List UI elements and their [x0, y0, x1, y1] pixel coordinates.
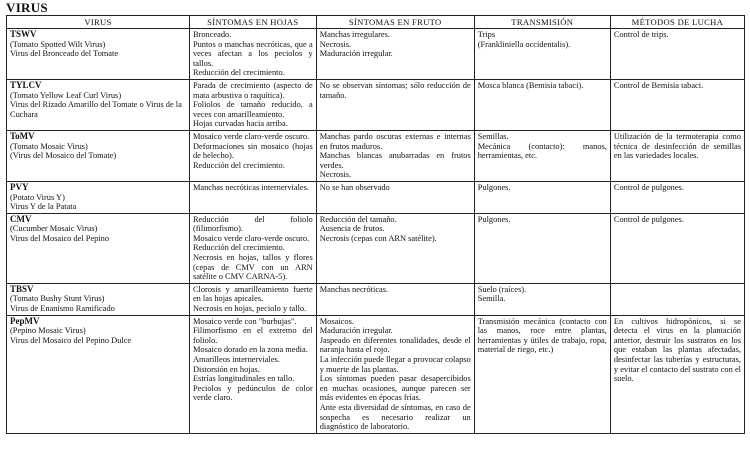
cell-line: Bronceado.	[192, 30, 232, 39]
cell-line: Control de pulgones.	[613, 214, 684, 224]
cell-line: Mosaicos.	[319, 316, 354, 326]
cell-line: No se han observado	[319, 182, 390, 192]
sintomas-hojas-cell	[189, 181, 316, 213]
cell-line: Foliolos de tamaño reducido, a veces con amarilleamiento.	[192, 100, 313, 119]
cell-line: Mosaico verde claro-verde oscuro.	[192, 131, 310, 141]
cell-line: Transmisión mecánica (contacto con las manos, roce entre plantas, herramientas y útiles de trabajo, ropa, material de riego, etc.)	[477, 316, 607, 355]
virus-name: (Tomato Bushy Stunt Virus)	[10, 294, 105, 304]
virus-code: ToMV	[10, 130, 35, 141]
virus-code: TSWV	[10, 29, 37, 39]
cell-line: Control de pulgones.	[613, 182, 684, 192]
cell-line: Maduración irregular.	[319, 326, 393, 336]
cell-line: Reducción del crecimiento.	[192, 68, 285, 78]
virus-code: TBSV	[10, 283, 34, 294]
virus-name: (Potato Virus Y)	[10, 192, 65, 202]
cell-line: Puntos o manchas necróticas, que a veces afectan a los peciolos y tallos.	[192, 39, 313, 68]
virus-name: (Tomato Spotted Wilt Virus)	[10, 39, 106, 49]
cell-line: Reducción del crecimiento.	[192, 243, 285, 253]
transmision-cell	[474, 315, 610, 433]
cell-line: Ausencia de frutos.	[319, 224, 385, 234]
header-sintomas-fruto: SÍNTOMAS EN FRUTO	[316, 16, 474, 29]
virus-cell	[7, 315, 190, 433]
cell-line: Reducción del foliolo (filimorfismo).	[192, 214, 313, 234]
cell-line: Parada de crecimiento (aspecto de mata arbustiva o raquítica).	[192, 80, 313, 100]
sintomas-fruto-cell	[316, 283, 474, 315]
cell-line: Ante esta diversidad de síntomas, en caso de sospecha es necesario realizar un diagnóstico de laboratorio.	[319, 402, 471, 432]
header-virus: VIRUS	[7, 16, 190, 29]
transmision-cell	[474, 181, 610, 213]
cell-line: Manchas irregulares.	[319, 30, 390, 39]
cell-line: Estrías longitudinales en tallo.	[192, 374, 295, 384]
virus-name: (Tomato Yellow Leaf Curl Virus)	[10, 90, 122, 100]
cell-line: Control de trips.	[613, 30, 669, 39]
header-sintomas-hojas: SÍNTOMAS EN HOJAS	[189, 16, 316, 29]
sintomas-hojas-cell	[189, 283, 316, 315]
cell-line: Pulgones.	[477, 214, 511, 224]
sintomas-fruto-cell	[316, 315, 474, 433]
sintomas-hojas-cell	[189, 29, 316, 80]
cell-line: Deformaciones sin mosaico (hojas de helecho).	[192, 141, 313, 161]
table-row	[7, 283, 745, 315]
sintomas-hojas-cell	[189, 315, 316, 433]
cell-line: Hojas curvadas hacia arriba.	[192, 119, 288, 129]
cell-line: Manchas necróticas.	[319, 284, 389, 294]
cell-line: Clorosis y amarilleamiento fuerte en las hojas apicales.	[192, 284, 313, 304]
virus-cell	[7, 79, 190, 130]
cell-line: Necrosis (cepas con ARN satélite).	[319, 233, 437, 243]
cell-line: Control de Bemisia tabaci.	[613, 80, 704, 90]
sintomas-hojas-cell	[189, 79, 316, 130]
cell-line: Manchas blancas anubarradas en frutos verdes.	[319, 151, 471, 170]
cell-line: Mosaico verde con "burbujas".	[192, 316, 297, 326]
cell-line: Amarilleos internerviales.	[192, 355, 280, 364]
cell-line: Semilla.	[477, 294, 506, 304]
cell-line: (Frankliniella occidentalis).	[477, 39, 571, 49]
virus-code: PVY	[10, 181, 29, 192]
cell-line: Distorsión en hojas.	[192, 364, 260, 374]
virus-cell	[7, 283, 190, 315]
cell-line: Utilización de la termoterapia como técnica de desinfección de semillas en las variedades locales.	[613, 131, 741, 161]
page-title: VIRUS	[6, 0, 48, 15]
sintomas-fruto-cell	[316, 130, 474, 181]
cell-line: Pulgones.	[477, 182, 511, 192]
metodos-lucha-cell	[610, 283, 744, 315]
cell-line: Jaspeado en diferentes tonalidades, desde el naranja hasta el rojo.	[319, 335, 471, 355]
sintomas-fruto-cell	[316, 213, 474, 283]
cell-line: Necrosis en hojas, tallos y flores (cepas de CMV con un ARN satélite o CMV CARNA-5).	[192, 253, 313, 282]
header-transmision: TRANSMISIÓN	[474, 16, 610, 29]
table-row	[7, 79, 745, 130]
metodos-lucha-cell	[610, 213, 744, 283]
cell-line: Mosaico dorado en la zona media.	[192, 345, 308, 355]
table-row	[7, 181, 745, 213]
cell-line: Necrosis.	[319, 170, 352, 180]
sintomas-fruto-cell	[316, 29, 474, 80]
virus-name: (Tomato Mosaic Virus)	[10, 141, 88, 151]
virus-code: CMV	[10, 213, 32, 224]
table-row	[7, 315, 745, 433]
transmision-cell	[474, 29, 610, 80]
sintomas-fruto-cell	[316, 181, 474, 213]
table-body	[7, 29, 745, 434]
metodos-lucha-cell	[610, 181, 744, 213]
cell-line: Mosaico verde claro-verde oscuro.	[192, 233, 310, 243]
virus-name: Virus del Bronceado del Tomate	[10, 49, 119, 59]
cell-line: Reducción del crecimiento.	[192, 160, 285, 170]
header-metodos-lucha: MÉTODOS DE LUCHA	[610, 16, 744, 29]
cell-line: Necrosis.	[319, 39, 352, 49]
transmision-cell	[474, 213, 610, 283]
virus-cell	[7, 213, 190, 283]
transmision-cell	[474, 283, 610, 315]
cell-line: Reducción del tamaño.	[319, 214, 397, 224]
sintomas-fruto-cell	[316, 79, 474, 130]
cell-line: La infección puede llegar a provocar colapso y muerte de las plantas.	[319, 355, 471, 374]
cell-line: Suelo (raíces).	[477, 284, 527, 294]
metodos-lucha-cell	[610, 315, 744, 433]
cell-line: Semillas.	[477, 131, 509, 141]
virus-cell	[7, 29, 190, 80]
virus-cell	[7, 181, 190, 213]
virus-table	[6, 15, 745, 434]
sintomas-hojas-cell	[189, 130, 316, 181]
table-row	[7, 213, 745, 283]
metodos-lucha-cell	[610, 29, 744, 80]
header-row	[7, 16, 745, 29]
virus-name: Virus de Enanismo Ramificado	[10, 304, 115, 314]
virus-name: (Pepino Mosaic Virus)	[10, 326, 86, 336]
cell-line: Trips	[477, 30, 496, 39]
cell-line: Filimorfismo en el extremo del foliolo.	[192, 326, 313, 345]
virus-name: Virus Y de la Patata	[10, 202, 77, 212]
cell-line: En cultivos hidropónicos, si se detecta el virus en la plantación anterior, destruir los sustratos en los que estaban las plantas afectadas, desinfectar las tuberías y estructuras, y evitar el contacto del sustrato con el suelo.	[613, 316, 741, 384]
transmision-cell	[474, 130, 610, 181]
virus-name: (Cucumber Mosaic Virus)	[10, 224, 98, 234]
virus-name: Virus del Mosaico del Pepino Dulce	[10, 335, 132, 345]
cell-line: Los síntomas pueden pasar desapercibidos en muchas ocasiones, aunque parecen ser más evidentes en épocas frías.	[319, 374, 471, 403]
virus-cell	[7, 130, 190, 181]
cell-line: Maduración irregular.	[319, 49, 393, 59]
cell-line: No se observan síntomas; sólo reducción de tamaño.	[319, 80, 471, 100]
cell-line: Peciolos y pedúnculos de color verde claro.	[192, 383, 313, 403]
virus-code: TYLCV	[10, 79, 42, 90]
cell-line: Manchas necróticas internerviales.	[192, 182, 309, 192]
virus-name: Virus del Mosaico del Pepino	[10, 233, 110, 243]
metodos-lucha-cell	[610, 130, 744, 181]
cell-line: Mecánica (contacto): manos, herramientas, etc.	[477, 141, 607, 161]
cell-line: Mosca blanca (Bemisia tabaci).	[477, 80, 584, 90]
cell-line: Necrosis en hojas, peciolo y tallo.	[192, 304, 307, 314]
virus-name: (Virus del Mosaico del Tomate)	[10, 151, 117, 161]
transmision-cell	[474, 79, 610, 130]
metodos-lucha-cell	[610, 79, 744, 130]
table-row	[7, 29, 745, 80]
cell-line: Manchas pardo oscuras externas e internas en frutos maduros.	[319, 131, 471, 151]
table-row	[7, 130, 745, 181]
virus-name: Virus del Rizado Amarillo del Tomate o Virus de la Cuchara	[10, 100, 182, 119]
virus-code: PepMV	[10, 315, 40, 326]
sintomas-hojas-cell	[189, 213, 316, 283]
